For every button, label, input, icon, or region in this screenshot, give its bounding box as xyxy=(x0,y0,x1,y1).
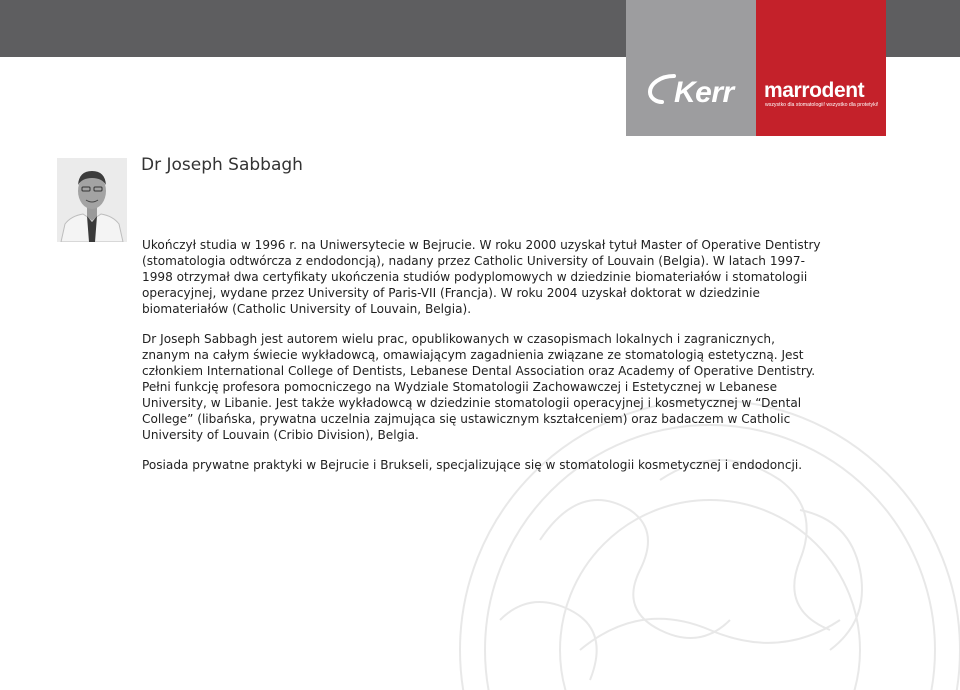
portrait-icon xyxy=(57,158,127,242)
kerr-logo xyxy=(626,0,756,136)
kerr-logo-text: Kerr xyxy=(674,76,734,109)
marrodent-logo-text: marrodent xyxy=(764,79,865,102)
person-name: Dr Joseph Sabbagh xyxy=(141,155,303,175)
bio-paragraph-career: Dr Joseph Sabbagh jest autorem wielu prac, opublikowanych w czasopismach lokalnych i zagranicznych, znanym na całym świecie wykładowcą, omawiającym zagadnienia związane ze stomatologią estetyczną. Jest członkiem International College of Dentists, Lebanese Dental Association oraz Academy of Operative Dentistry. Pełni funkcję profesora pomocniczego na Wydziale Stomatologii Zachowawczej i Estetycznej w Lebanese University, w Libanie. Jest także wykładowcą w dziedzinie stomatologii operacyjnej i kosmetycznej w “Dental College” (libańska, prywatna uczelnia zajmująca się ustawicznym kształceniem) oraz badaczem w Catholic University of Louvain (Cribio Division), Belgia. xyxy=(142,332,816,442)
marrodent-tagline: wszystko dla stomatologii! wszystko dla protetyki! xyxy=(765,102,879,108)
bio-paragraph-education: Ukończył studia w 1996 r. na Uniwersytecie w Bejrucie. W roku 2000 uzyskał tytuł Master of Operative Dentistry (stomatologia odtwórcza z endodoncją), nadany przez Catholic University of Louvain (Belgia). W latach 1997-1998 otrzymał dwa certyfikaty ukończenia studiów podyplomowych w dziedzinie biomateriałów i stomatologii operacyjnej, wydane przez University of Paris-VII (Francja). W roku 2004 uzyskał doktorat w dziedzinie biomateriałów (Catholic University of Louvain, Belgia). xyxy=(142,238,821,316)
portrait-photo xyxy=(57,158,127,242)
bio-paragraph-practice: Posiada prywatne praktyki w Bejrucie i Brukseli, specjalizujące się w stomatologii kosmetycznej i endodoncji. xyxy=(142,458,803,472)
biography xyxy=(142,237,822,473)
marrodent-logo xyxy=(756,0,886,136)
